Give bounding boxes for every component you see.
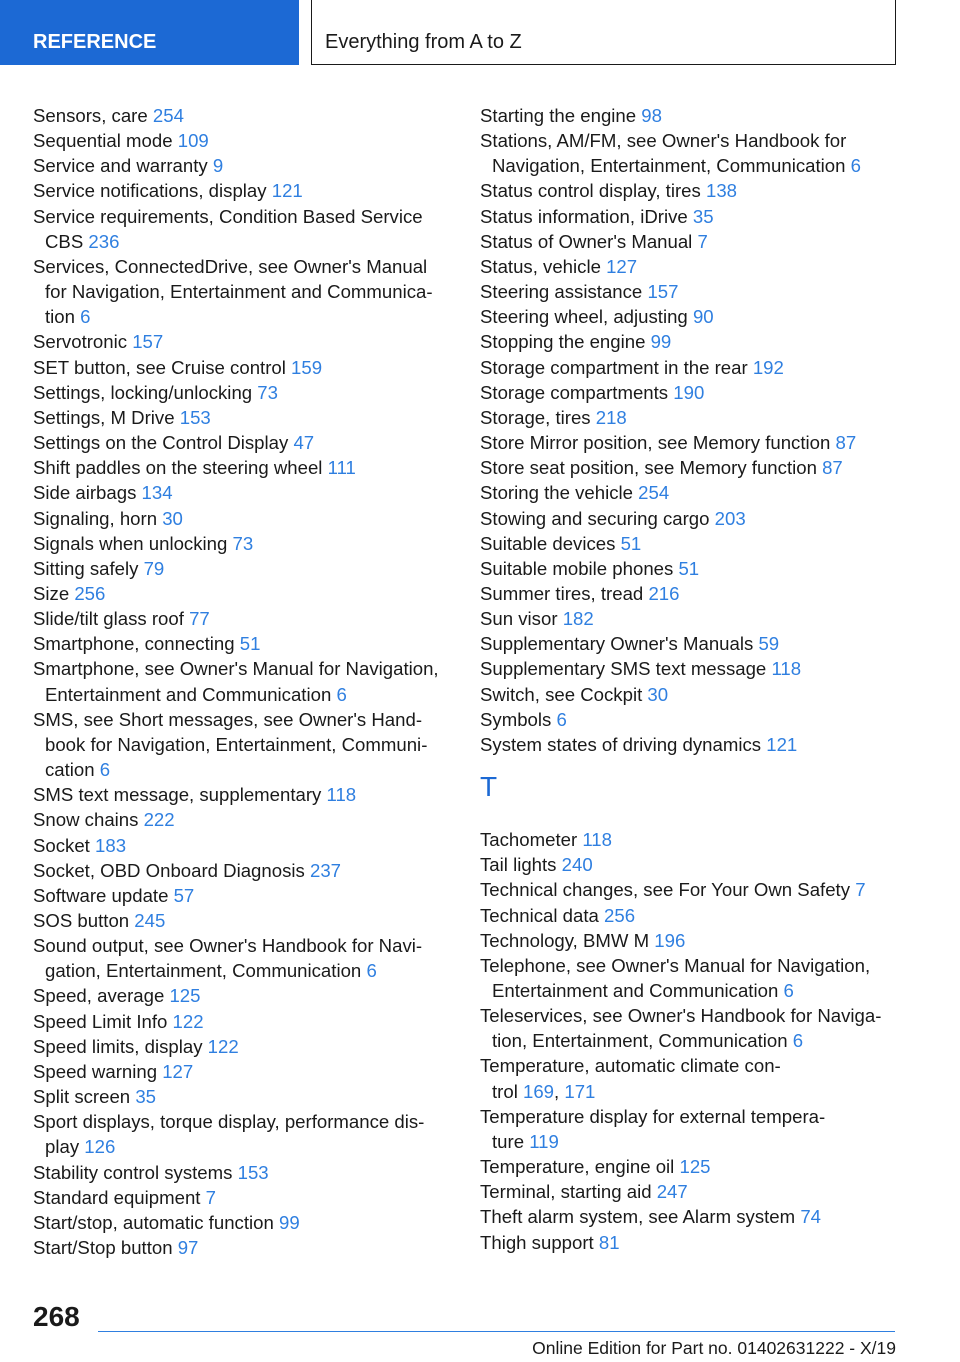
entry-text: Socket, OBD Onboard Diagnosis [33, 859, 310, 881]
index-entry [33, 556, 453, 581]
entry-text: Standard equipment [33, 1186, 206, 1208]
index-entry [33, 908, 453, 933]
entry-text: Speed Limit Info [33, 1010, 173, 1032]
page-link[interactable]: 111 [327, 457, 356, 479]
index-entry [480, 903, 905, 928]
index-entry [33, 506, 453, 531]
page-link[interactable]: 159 [291, 356, 323, 378]
entry-text: Speed warning [33, 1060, 163, 1082]
page-link[interactable]: 6 [99, 759, 111, 781]
entry-text: Software update [33, 884, 174, 906]
entry-text: Sun visor [480, 608, 563, 630]
page-link[interactable]: 51 [620, 532, 642, 554]
page-link[interactable]: 254 [638, 482, 670, 504]
index-entry [33, 1009, 453, 1034]
page-link[interactable]: 7 [205, 1186, 216, 1208]
page-link[interactable]: 59 [758, 633, 780, 655]
index-entry [480, 827, 905, 852]
page-link[interactable]: 99 [278, 1211, 300, 1233]
entry-text: cation [45, 759, 100, 781]
index-entry [33, 531, 453, 556]
page-link[interactable]: 6 [556, 708, 567, 730]
index-entry [480, 405, 905, 430]
page-link[interactable]: 256 [604, 904, 636, 926]
entry-text: Sensors, care [33, 105, 153, 126]
index-entry [480, 279, 905, 304]
entry-text: Technology, BMW M [480, 929, 655, 951]
index-entry [480, 480, 905, 505]
page-link[interactable]: 30 [162, 507, 183, 529]
page-link[interactable]: 125 [169, 985, 201, 1007]
entry-text: Temperature, automatic climate con- [480, 1055, 781, 1077]
index-entry [480, 581, 905, 606]
index-entry [480, 556, 905, 581]
index-entry [33, 128, 453, 153]
entry-text: Navigation, Entertainment, Communication [492, 155, 851, 177]
page-link[interactable]: 74 [800, 1206, 821, 1228]
index-entry [480, 852, 905, 877]
entry-text: Status of Owner's Manual [480, 230, 698, 252]
entry-text: Thigh support [480, 1231, 599, 1253]
entry-text: Store Mirror position, see Memory function [480, 432, 836, 454]
index-entry [33, 329, 453, 354]
index-entry [33, 254, 453, 329]
page-link[interactable]: 7 [855, 879, 866, 901]
entry-text: Stability control systems [33, 1161, 238, 1183]
page-link[interactable]: 169 [523, 1080, 555, 1102]
entry-text: Speed limits, display [33, 1035, 208, 1057]
entry-text: Sound output, see Owner's Handbook for Navi- [33, 935, 423, 957]
index-entry [33, 883, 453, 908]
page-link[interactable]: 57 [173, 884, 195, 906]
index-entry [480, 877, 905, 902]
index-entry [480, 430, 905, 455]
entry-text: Side airbags [33, 482, 142, 504]
entry-text: Size [33, 582, 75, 604]
entry-text: Technical data [480, 904, 605, 926]
chapter-title: Everything from A to Z [325, 31, 522, 53]
entry-text: Stations, AM/FM, see Owner's Handbook for [480, 130, 847, 152]
entry-text: Terminal, starting aid [480, 1181, 657, 1203]
entry-text: Split screen [33, 1086, 136, 1108]
index-entry [480, 204, 905, 229]
entry-text: Smartphone, connecting [33, 633, 240, 655]
entry-text: Settings, M Drive [33, 406, 180, 428]
entry-text: Stopping the engine [480, 331, 651, 353]
entry-text: Telephone, see Owner's Manual for Navigation, [480, 954, 871, 976]
page-link[interactable]: 190 [673, 381, 705, 403]
entry-text: SMS text message, supplementary [33, 784, 327, 806]
entry-text: Service requirements, Condition Based Service [33, 205, 423, 227]
entry-text: Steering wheel, adjusting [480, 306, 693, 328]
index-column-right [480, 103, 905, 1255]
index-entry [33, 782, 453, 807]
page-link[interactable]: 30 [647, 683, 669, 705]
index-entry [480, 531, 905, 556]
index-entry [33, 430, 453, 455]
letter-heading: T [480, 771, 498, 803]
entry-text: tion [45, 306, 81, 328]
index-entry [480, 606, 905, 631]
index-entry [480, 631, 905, 656]
page-link[interactable]: 35 [135, 1086, 156, 1108]
index-entry [33, 833, 453, 858]
entry-text: Status information, iDrive [480, 205, 693, 227]
page-link[interactable]: 237 [309, 859, 342, 881]
index-entry [480, 506, 905, 531]
entry-text: Tachometer [480, 829, 583, 851]
page-link[interactable]: 51 [678, 557, 700, 579]
entry-text: Suitable mobile phones [480, 557, 679, 579]
index-entry [33, 1109, 453, 1159]
page-link[interactable]: 121 [271, 180, 303, 202]
entry-text: Supplementary Owner's Manuals [480, 633, 759, 655]
entry-text: gation, Entertainment, Communication [45, 960, 367, 982]
entry-text: SOS button [33, 910, 135, 931]
entry-text: Start/Stop button [33, 1237, 178, 1259]
page-link[interactable]: 35 [692, 205, 714, 227]
index-entry [480, 178, 905, 203]
index-entry [480, 229, 905, 254]
entry-text: Storage compartment in the rear [480, 356, 753, 378]
page-link[interactable]: 157 [647, 281, 679, 303]
index-entry [480, 1179, 905, 1204]
footer-edition: Online Edition for Part no. 01402631222 - X/19 [532, 1338, 896, 1358]
entry-text: Storage, tires [480, 406, 596, 428]
page-link[interactable]: 6 [850, 155, 861, 177]
page-number: 268 [33, 1301, 80, 1332]
entry-text: trol [492, 1080, 523, 1102]
index-entry [33, 983, 453, 1008]
entry-text: Service notifications, display [33, 180, 272, 202]
index-entry [33, 1034, 453, 1059]
entry-text: Speed, average [33, 985, 170, 1007]
index-entry [33, 1235, 453, 1260]
entry-text: Slide/tilt glass roof [33, 608, 190, 630]
index-entry [33, 103, 453, 128]
index-entry [480, 707, 905, 732]
entry-text: Starting the engine [480, 105, 642, 126]
page-link[interactable]: 97 [177, 1237, 199, 1259]
entry-text: Summer tires, tread [480, 582, 649, 604]
footer-divider [98, 1331, 895, 1332]
page-link[interactable]: 73 [257, 381, 278, 403]
entry-text: Temperature, engine oil [480, 1156, 680, 1178]
index-entry [33, 656, 453, 706]
page-link[interactable]: 79 [143, 557, 165, 579]
entry-text: Shift paddles on the steering wheel [33, 457, 328, 479]
entry-text: Service and warranty [33, 155, 213, 177]
entry-text: Symbols [480, 708, 557, 730]
page-link[interactable]: 119 [529, 1130, 559, 1152]
entry-text: Steering assistance [480, 281, 648, 303]
index-entry [480, 380, 905, 405]
entry-text: Status control display, tires [480, 180, 706, 202]
page-link[interactable]: 138 [705, 180, 738, 202]
index-entry [480, 1154, 905, 1179]
entry-text: SMS, see Short messages, see Owner's Hand- [33, 708, 423, 730]
entry-text: Storing the vehicle [480, 482, 639, 504]
entry-text: Technical changes, see For Your Own Safety [480, 879, 856, 901]
page-link[interactable]: 73 [232, 532, 254, 554]
entry-text: ture [492, 1130, 530, 1152]
index-entry [33, 581, 453, 606]
index-entry [33, 355, 453, 380]
entry-text: SET button, see Cruise control [33, 356, 292, 378]
index-entry [480, 128, 905, 178]
page-link[interactable]: 122 [172, 1010, 204, 1032]
entry-text: Suitable devices [480, 532, 621, 554]
entry-text: Signals when unlocking [33, 532, 233, 554]
page-link[interactable]: 118 [326, 784, 357, 806]
page-link[interactable]: 247 [656, 1181, 688, 1203]
page-link[interactable]: 127 [606, 255, 638, 277]
page-link[interactable]: 47 [293, 432, 315, 454]
index-entry [480, 355, 905, 380]
index-entry [480, 656, 905, 681]
page-link[interactable]: 157 [132, 331, 164, 353]
entry-text: Teleservices, see Owner's Handbook for Naviga- [480, 1005, 882, 1027]
entry-text: Snow chains [33, 809, 144, 831]
index-entry [33, 405, 453, 430]
page-link[interactable]: 118 [771, 658, 802, 680]
index-entry [33, 178, 453, 203]
index-column-left [33, 103, 453, 1260]
index-entry [33, 807, 453, 832]
index-entry [33, 480, 453, 505]
page-link[interactable]: 6 [783, 980, 794, 1001]
index-entry [33, 631, 453, 656]
page-link[interactable]: 51 [239, 633, 261, 655]
page-link[interactable]: 6 [80, 306, 91, 328]
page-link[interactable]: 109 [177, 130, 209, 152]
page-link[interactable]: 183 [95, 834, 127, 856]
index-entry [33, 1160, 453, 1185]
index-group-t [480, 827, 905, 1255]
entry-text: Sitting safely [33, 557, 144, 579]
page-link[interactable]: 87 [822, 457, 843, 479]
page-link[interactable]: 7 [697, 230, 708, 252]
page-link[interactable]: 153 [237, 1161, 269, 1183]
entry-text: Services, ConnectedDrive, see Owner's Manual [33, 255, 428, 277]
index-entry [33, 380, 453, 405]
index-entry [33, 1059, 453, 1084]
entry-text: CBS [45, 230, 89, 252]
page-link[interactable]: 256 [74, 582, 106, 604]
entry-text: Switch, see Cockpit [480, 683, 648, 705]
page-link[interactable]: 222 [143, 809, 175, 831]
page-link[interactable]: 236 [88, 230, 120, 252]
entry-text: Settings on the Control Display [33, 432, 294, 454]
entry-text: Smartphone, see Owner's Manual for Navigation, [33, 658, 439, 680]
page-link[interactable]: 6 [792, 1030, 804, 1052]
index-entry [33, 933, 453, 983]
page-link[interactable]: 127 [162, 1060, 194, 1082]
page-link[interactable]: 171 [564, 1080, 596, 1102]
entry-text: tion, Entertainment, Communication [492, 1030, 793, 1052]
entry-text: Status, vehicle [480, 255, 607, 277]
page-link[interactable]: 245 [134, 910, 166, 931]
page-link[interactable]: 216 [648, 582, 680, 604]
page-link[interactable]: 126 [84, 1136, 116, 1158]
index-entry [480, 1204, 905, 1229]
page-link[interactable]: 6 [336, 683, 347, 705]
index-entry [33, 858, 453, 883]
chapter-header [311, 0, 896, 65]
entry-text: Supplementary SMS text message [480, 658, 772, 680]
entry-text: Temperature display for external tempera- [480, 1105, 826, 1127]
section-tab [0, 0, 299, 65]
page-link[interactable]: 98 [641, 105, 662, 126]
page-link[interactable]: 218 [595, 406, 627, 428]
page-link[interactable]: 81 [598, 1231, 620, 1253]
index-entry [480, 329, 905, 354]
entry-text: Storage compartments [480, 381, 674, 403]
index-entry [480, 304, 905, 329]
index-entry [33, 1210, 453, 1235]
index-entry [480, 732, 905, 757]
page-link[interactable]: 203 [714, 507, 746, 529]
index-entry [480, 1003, 905, 1053]
entry-text: play [45, 1136, 85, 1158]
index-entry [480, 1104, 905, 1154]
entry-text: System states of driving dynamics [480, 733, 767, 755]
entry-text: book for Navigation, Entertainment, Communi- [45, 733, 428, 755]
page-link[interactable]: 118 [582, 829, 612, 851]
page-link[interactable]: 121 [766, 733, 798, 755]
entry-text: Socket [33, 834, 96, 856]
index-entry [480, 928, 905, 953]
entry-text: Stowing and securing cargo [480, 507, 715, 529]
index-entry [33, 204, 453, 254]
index-group-s [480, 103, 905, 757]
page-link[interactable]: 99 [650, 331, 672, 353]
section-title: REFERENCE [33, 31, 157, 53]
page-link[interactable]: 134 [141, 482, 173, 504]
index-entry [33, 1185, 453, 1210]
index-entry [33, 707, 453, 782]
page-link[interactable]: 87 [835, 432, 857, 454]
entry-text: Entertainment and Communication [45, 683, 337, 705]
entry-text: Theft alarm system, see Alarm system [480, 1206, 801, 1228]
page-link[interactable]: 125 [679, 1156, 711, 1178]
entry-text: Servotronic [33, 331, 133, 353]
page-link[interactable]: 90 [692, 306, 714, 328]
index-entry [33, 153, 453, 178]
index-entry [480, 953, 905, 1003]
entry-text: Sport displays, torque display, performance dis- [33, 1111, 425, 1133]
page-link[interactable]: 254 [152, 105, 184, 126]
index-entry [33, 1084, 453, 1109]
entry-text: Start/stop, automatic function [33, 1211, 279, 1233]
entry-text: Store seat position, see Memory function [480, 457, 823, 479]
page-link[interactable]: 182 [562, 608, 594, 630]
entry-text: Sequential mode [33, 130, 178, 152]
entry-text: Settings, locking/unlocking [33, 381, 258, 403]
page-link[interactable]: 122 [207, 1035, 239, 1057]
page-link[interactable]: 240 [561, 854, 593, 876]
index-entry [33, 455, 453, 480]
page-link[interactable]: 9 [212, 155, 224, 177]
entry-text: Entertainment and Communication [492, 980, 784, 1001]
page-link[interactable]: 153 [179, 406, 211, 428]
index-entry [480, 455, 905, 480]
index-entry: Temperature, automatic climate con- trol 169, 171 [480, 1055, 781, 1102]
index-entry [480, 103, 905, 128]
entry-text: Tail lights [480, 854, 562, 876]
page-link[interactable]: 196 [654, 929, 686, 951]
entry-text: Signaling, horn [33, 507, 163, 529]
index-entry [480, 682, 905, 707]
page-link[interactable]: 77 [189, 608, 210, 630]
index-entry [480, 1230, 905, 1255]
page-link[interactable]: 192 [752, 356, 784, 378]
page-link[interactable]: 6 [366, 960, 377, 982]
entry-text: for Navigation, Entertainment and Communica- [45, 281, 433, 303]
index-entry [33, 606, 453, 631]
index-entry [480, 254, 905, 279]
